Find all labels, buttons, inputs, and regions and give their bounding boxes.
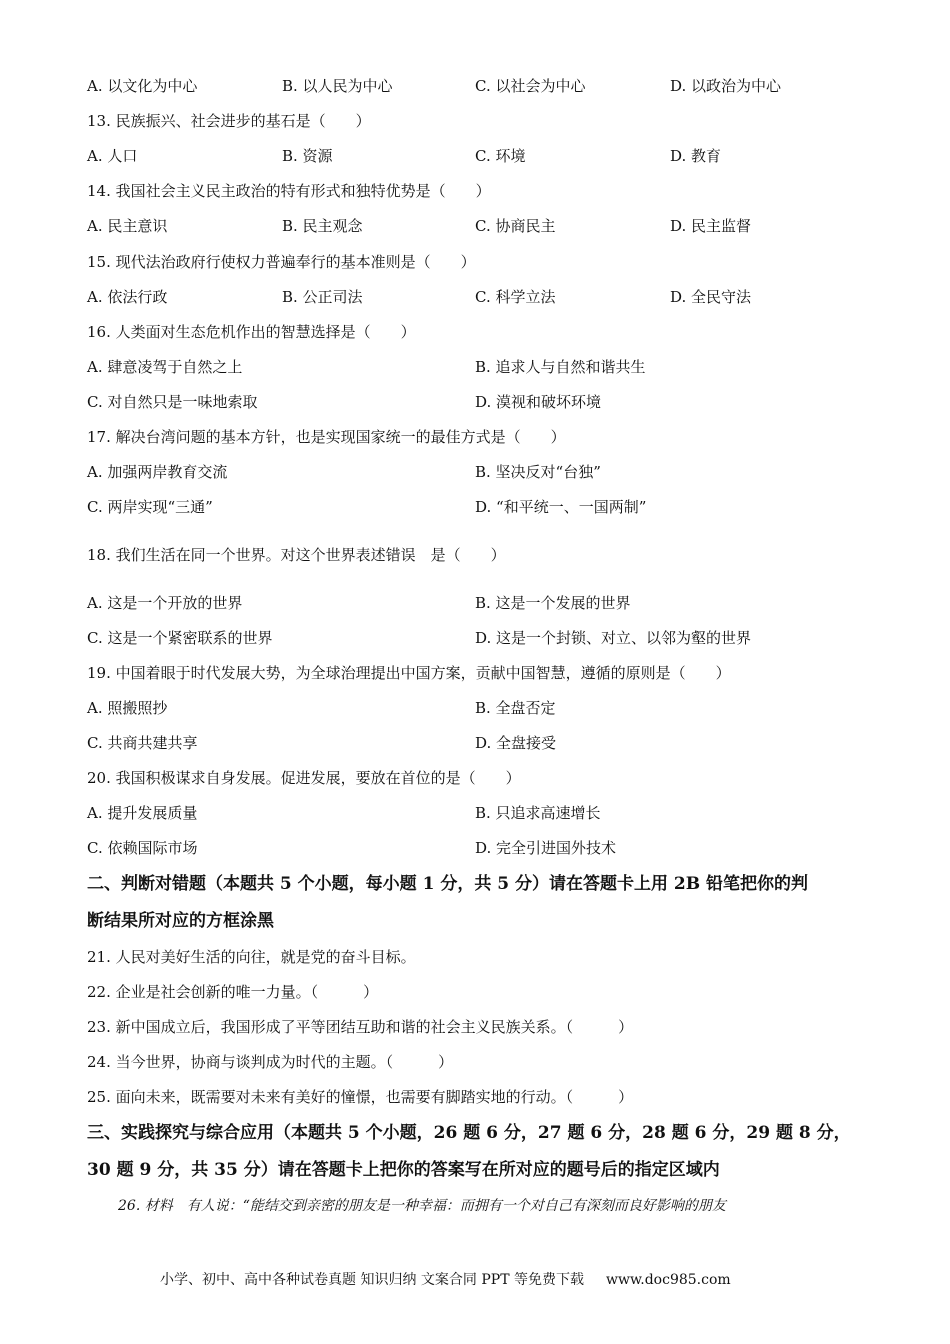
judge-item-25: 25. 面向未来，既需要对未来有美好的憧憬，也需要有脚踏实地的行动。（ ）: [87, 1088, 634, 1106]
q16-option-b: B. 追求人与自然和谐共生: [475, 358, 646, 376]
q20-option-d: D. 完全引进国外技术: [475, 839, 617, 857]
q16-option-c: C. 对自然只是一味地索取: [87, 393, 258, 411]
page-footer: [160, 1270, 731, 1290]
section2-heading-line2: 断结果所对应的方框涂黑: [87, 911, 274, 931]
q13-option-d: D. 教育: [670, 147, 722, 165]
q17-option-b: B. 坚决反对“台独”: [475, 463, 601, 481]
q20-option-c: C. 依赖国际市场: [87, 839, 198, 857]
q18-option-b: B. 这是一个发展的世界: [475, 594, 631, 612]
q15-option-b: B. 公正司法: [282, 288, 363, 306]
q13-option-b: B. 资源: [282, 147, 333, 165]
q19-option-c: C. 共商共建共享: [87, 734, 198, 752]
judge-item-23: 23. 新中国成立后，我国形成了平等团结互助和谐的社会主义民族关系。（ ）: [87, 1018, 634, 1036]
q19-stem: 19. 中国着眼于时代发展大势，为全球治理提出中国方案，贡献中国智慧，遵循的原则是（ ）: [87, 664, 731, 682]
judge-item-24: 24. 当今世界，协商与谈判成为时代的主题。（ ）: [87, 1053, 454, 1071]
q12-option-b: B. 以人民为中心: [282, 77, 393, 95]
q17-stem: 17. 解决台湾问题的基本方针，也是实现国家统一的最佳方式是（ ）: [87, 428, 566, 446]
q15-option-c: C. 科学立法: [475, 288, 556, 306]
q13-stem: 13. 民族振兴、社会进步的基石是（ ）: [87, 112, 371, 130]
section3-heading-line1: 三、实践探究与综合应用（本题共 5 个小题，26 题 6 分，27 题 6 分，28 题 6 分，29 题 8 分，: [87, 1123, 851, 1143]
q19-option-a: A. 照搬照抄: [87, 699, 168, 717]
q15-option-a: A. 依法行政: [87, 288, 168, 306]
q14-option-b: B. 民主观念: [282, 217, 363, 235]
q26-material: 26. 材料 有人说：“能结交到亲密的朋友是一种幸福：而拥有一个对自己有深刻而良好影响的朋友: [118, 1198, 726, 1214]
q17-option-d: D. “和平统一、一国两制”: [475, 498, 647, 516]
q16-option-d: D. 漠视和破坏环境: [475, 393, 602, 411]
q14-option-d: D. 民主监督: [670, 217, 752, 235]
q19-option-b: B. 全盘否定: [475, 699, 556, 717]
q20-stem: 20. 我国积极谋求自身发展。促进发展，要放在首位的是（ ）: [87, 769, 521, 787]
q12-option-a: A. 以文化为中心: [87, 77, 198, 95]
q18-option-d: D. 这是一个封锁、对立、以邻为壑的世界: [475, 629, 752, 647]
q20-option-a: A. 提升发展质量: [87, 804, 198, 822]
footer-text: 小学、初中、高中各种试卷真题 知识归纳 文案合同 PPT 等免费下载: [160, 1272, 584, 1288]
q13-option-a: A. 人口: [87, 147, 138, 165]
q19-option-d: D. 全盘接受: [475, 734, 557, 752]
q18-option-c: C. 这是一个紧密联系的世界: [87, 629, 273, 647]
q12-option-d: D. 以政治为中心: [670, 77, 782, 95]
q17-option-a: A. 加强两岸教育交流: [87, 463, 228, 481]
section3-heading-line2: 30 题 9 分，共 35 分）请在答题卡上把你的答案写在所对应的题号后的指定区域内: [87, 1160, 720, 1180]
q12-option-c: C. 以社会为中心: [475, 77, 586, 95]
q18-stem: 18. 我们生活在同一个世界。对这个世界表述错误 是（ ）: [87, 546, 506, 564]
q16-stem: 16. 人类面对生态危机作出的智慧选择是（ ）: [87, 323, 416, 341]
q18-option-a: A. 这是一个开放的世界: [87, 594, 243, 612]
judge-item-21: 21. 人民对美好生活的向往，就是党的奋斗目标。: [87, 948, 416, 966]
q20-option-b: B. 只追求高速增长: [475, 804, 601, 822]
q14-stem: 14. 我国社会主义民主政治的特有形式和独特优势是（ ）: [87, 182, 491, 200]
judge-item-22: 22. 企业是社会创新的唯一力量。（ ）: [87, 983, 379, 1001]
q17-option-c: C. 两岸实现“三通”: [87, 498, 213, 516]
q15-option-d: D. 全民守法: [670, 288, 752, 306]
section2-heading-line1: 二、判断对错题（本题共 5 个小题，每小题 1 分，共 5 分）请在答题卡上用 2B 铅笔把你的判: [87, 874, 809, 894]
q14-option-c: C. 协商民主: [475, 217, 556, 235]
q13-option-c: C. 环境: [475, 147, 526, 165]
footer-url[interactable]: www.doc985.com: [605, 1272, 731, 1288]
q16-option-a: A. 肆意凌驾于自然之上: [87, 358, 243, 376]
q14-option-a: A. 民主意识: [87, 217, 168, 235]
q15-stem: 15. 现代法治政府行使权力普遍奉行的基本准则是（ ）: [87, 253, 476, 271]
